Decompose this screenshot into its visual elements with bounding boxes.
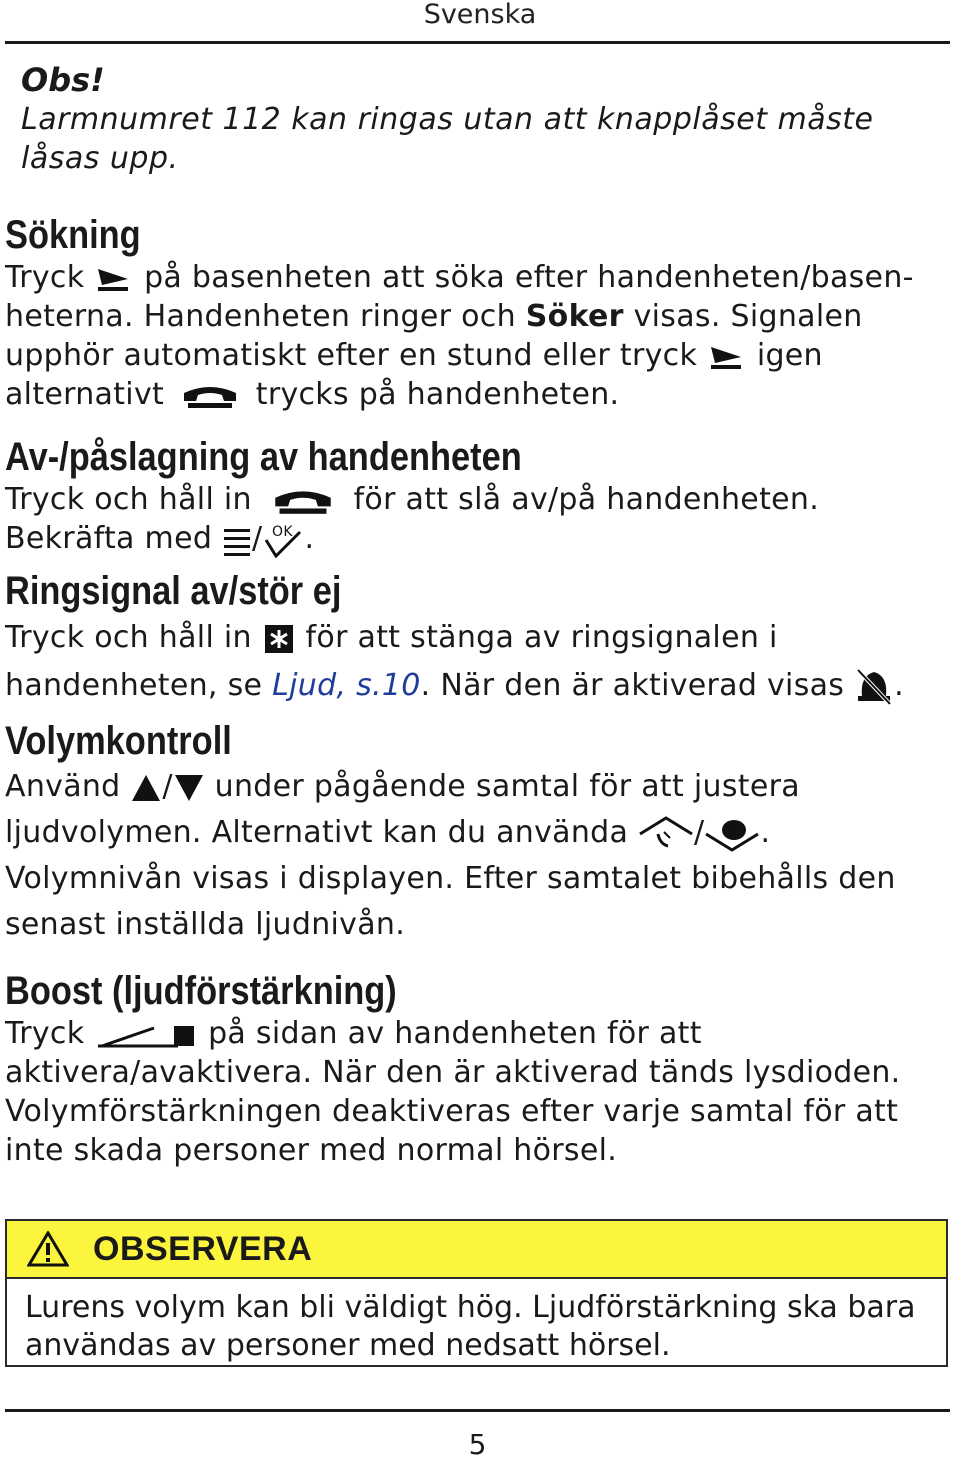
- warning-icon: [27, 1231, 69, 1267]
- section-heading-av-pa: Av-/påslagning av handenheten: [5, 435, 522, 479]
- paging-icon: [707, 343, 747, 371]
- section-heading-volym: Volymkontroll: [5, 719, 232, 763]
- sokning-paragraph: [5, 258, 950, 414]
- speaker-icon: [638, 816, 694, 852]
- paging-icon: [94, 265, 134, 293]
- text-fragment: Tryck: [5, 260, 85, 295]
- page-number: 5: [468, 1428, 487, 1461]
- text-fragment: Tryck och håll in: [5, 482, 252, 517]
- volume-down-icon: [173, 773, 205, 803]
- ringsignal-paragraph: [5, 614, 950, 710]
- text-fragment: visas. Signalen upphör automatiskt efter en stund eller tryck: [5, 299, 863, 373]
- text-fragment: .: [304, 521, 315, 556]
- volume-up-icon: [130, 773, 162, 803]
- note-text: Larmnumret 112 kan ringas utan att knapplåset måste låsas upp.: [21, 102, 874, 176]
- footer-divider: [5, 1409, 950, 1412]
- text-fragment: på basenheten att söka efter handenheten/basen-heterna. Handenheten ringer och: [5, 260, 914, 334]
- section-heading-sokning: Sökning: [5, 213, 141, 257]
- text-fragment: Tryck och håll in: [5, 620, 252, 655]
- text-fragment: trycks på handenheten.: [255, 377, 620, 412]
- ringer-off-icon: [854, 666, 894, 708]
- av-pa-paragraph: [5, 480, 950, 558]
- text-fragment: under pågående samtal för att justera ljudvolymen. Alternativt kan du använda: [5, 769, 800, 850]
- manual-content: [5, 60, 950, 1170]
- text-fragment: på sidan av handenheten för att aktivera/avaktivera. När den är aktiverad tänds lysdioden. Volymförstärkningen deaktiveras efter varje samtal för att inte skada personer med normal hörsel.: [5, 1016, 901, 1168]
- text-fragment: . Volymnivån visas i displayen. Efter samtalet bibehålls den senast inställda ljudnivån.: [5, 815, 896, 942]
- phone-off-icon: [174, 381, 246, 411]
- menu-icon: [222, 523, 252, 557]
- separator: /: [162, 769, 173, 804]
- text-fragment: för att stänga av ringsignalen i handenheten, se: [5, 620, 778, 703]
- display-text-soker: Söker: [525, 299, 624, 334]
- page-header-title: Svenska: [423, 0, 537, 30]
- separator: /: [252, 521, 263, 556]
- svg-text:OK: OK: [272, 523, 294, 540]
- warning-box: [5, 1219, 948, 1367]
- ok-check-icon: [262, 522, 304, 558]
- text-fragment: .: [894, 668, 904, 703]
- note-block: [5, 60, 950, 178]
- volym-paragraph: [5, 764, 950, 948]
- star-key-icon: [262, 622, 296, 656]
- text-fragment: . När den är aktiverad visas: [420, 668, 845, 703]
- text-fragment: Tryck: [5, 1016, 85, 1051]
- note-title: Obs!: [21, 61, 105, 99]
- cross-reference-link[interactable]: Ljud, s.10: [272, 668, 421, 703]
- header-divider: [5, 41, 950, 44]
- boost-icon: [94, 1020, 198, 1050]
- warning-title: OBSERVERA: [93, 1229, 313, 1268]
- text-fragment: Använd: [5, 769, 121, 804]
- phone-off-icon: [262, 485, 344, 517]
- text-fragment: Bekräfta med: [5, 521, 213, 556]
- warning-text: Lurens volym kan bli väldigt hög. Ljudförstärkning ska bara användas av personer med nedsatt hörsel.: [25, 1290, 916, 1363]
- warning-header: [7, 1221, 946, 1279]
- section-heading-ringsignal: Ringsignal av/stör ej: [5, 569, 342, 613]
- separator: /: [694, 815, 705, 850]
- text-fragment: för att slå av/på handenheten.: [353, 482, 820, 517]
- text-fragment: igen alternativt: [5, 338, 823, 412]
- boost-paragraph: [5, 1014, 950, 1170]
- mute-icon: [704, 816, 760, 852]
- section-heading-boost: Boost (ljudförstärkning): [5, 969, 397, 1013]
